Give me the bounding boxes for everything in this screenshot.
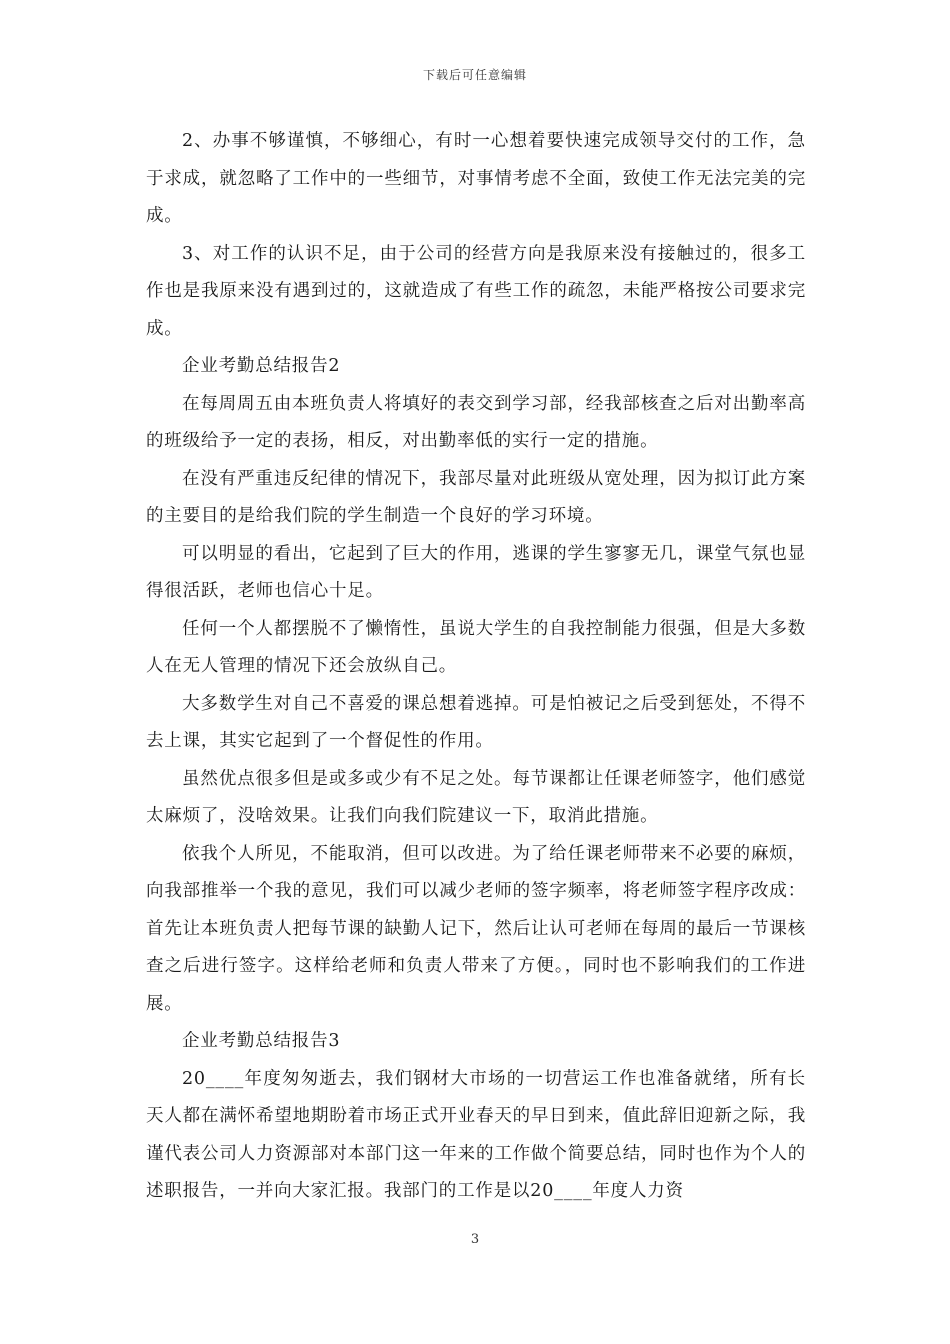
paragraph-9: 依我个人所见，不能取消，但可以改进。为了给任课老师带来不必要的麻烦，向我部推举一个我的意见，我们可以减少老师的签字频率，将老师签字程序改成：首先让本班负责人把每节课的缺勤人记下，然后让认可老师在每周的最后一节课核查之后进行签字。这样给老师和负责人带来了方便。，同时也不影响我们的工作进展。 bbox=[146, 843, 806, 1014]
paragraph-6: 任何一个人都摆脱不了懒惰性，虽说大学生的自我控制能力很强，但是大多数人在无人管理的情况下还会放纵自己。 bbox=[146, 618, 806, 676]
paragraph-3: 在每周周五由本班负责人将填好的表交到学习部，经我部核查之后对出勤率高的班级给予一定的表扬，相反，对出勤率低的实行一定的措施。 bbox=[146, 393, 806, 451]
paragraph-1: 2、办事不够谨慎，不够细心，有时一心想着要快速完成领导交付的工作，急于求成，就忽略了工作中的一些细节，对事情考虑不全面，致使工作无法完美的完成。 bbox=[146, 131, 806, 226]
paragraph-8: 虽然优点很多但是或多或少有不足之处。每节课都让任课老师签字，他们感觉太麻烦了，没啥效果。让我们向我们院建议一下，取消此措施。 bbox=[146, 768, 806, 826]
paragraph-7: 大多数学生对自己不喜爱的课总想着逃掉。可是怕被记之后受到惩处，不得不去上课，其实它起到了一个督促性的作用。 bbox=[146, 693, 806, 751]
page-number: 3 bbox=[470, 1232, 480, 1247]
page-header: 下载后可任意编辑 bbox=[422, 68, 527, 82]
paragraph-10: 20____年度匆匆逝去，我们钢材大市场的一切营运工作也准备就绪，所有长天人都在满怀希望地期盼着市场正式开业春天的早日到来，值此辞旧迎新之际，我谨代表公司人力资源部对本部门这一年来的工作做个简要总结，同时也作为个人的述职报告，一并向大家汇报。我部门的工作是以20____年度人力资 bbox=[146, 1068, 806, 1201]
document-body bbox=[146, 123, 806, 1211]
section-heading-3: 企业考勤总结报告3 bbox=[182, 1031, 341, 1051]
paragraph-4: 在没有严重违反纪律的情况下，我部尽量对此班级从宽处理，因为拟订此方案的主要目的是给我们院的学生制造一个良好的学习环境。 bbox=[146, 468, 806, 526]
paragraph-2: 3、对工作的认识不足，由于公司的经营方向是我原来没有接触过的，很多工作也是我原来没有遇到过的，这就造成了有些工作的疏忽，未能严格按公司要求完成。 bbox=[146, 243, 806, 339]
section-heading-2: 企业考勤总结报告2 bbox=[182, 356, 341, 376]
paragraph-5: 可以明显的看出，它起到了巨大的作用，逃课的学生寥寥无几，课堂气氛也显得很活跃，老师也信心十足。 bbox=[146, 543, 806, 601]
